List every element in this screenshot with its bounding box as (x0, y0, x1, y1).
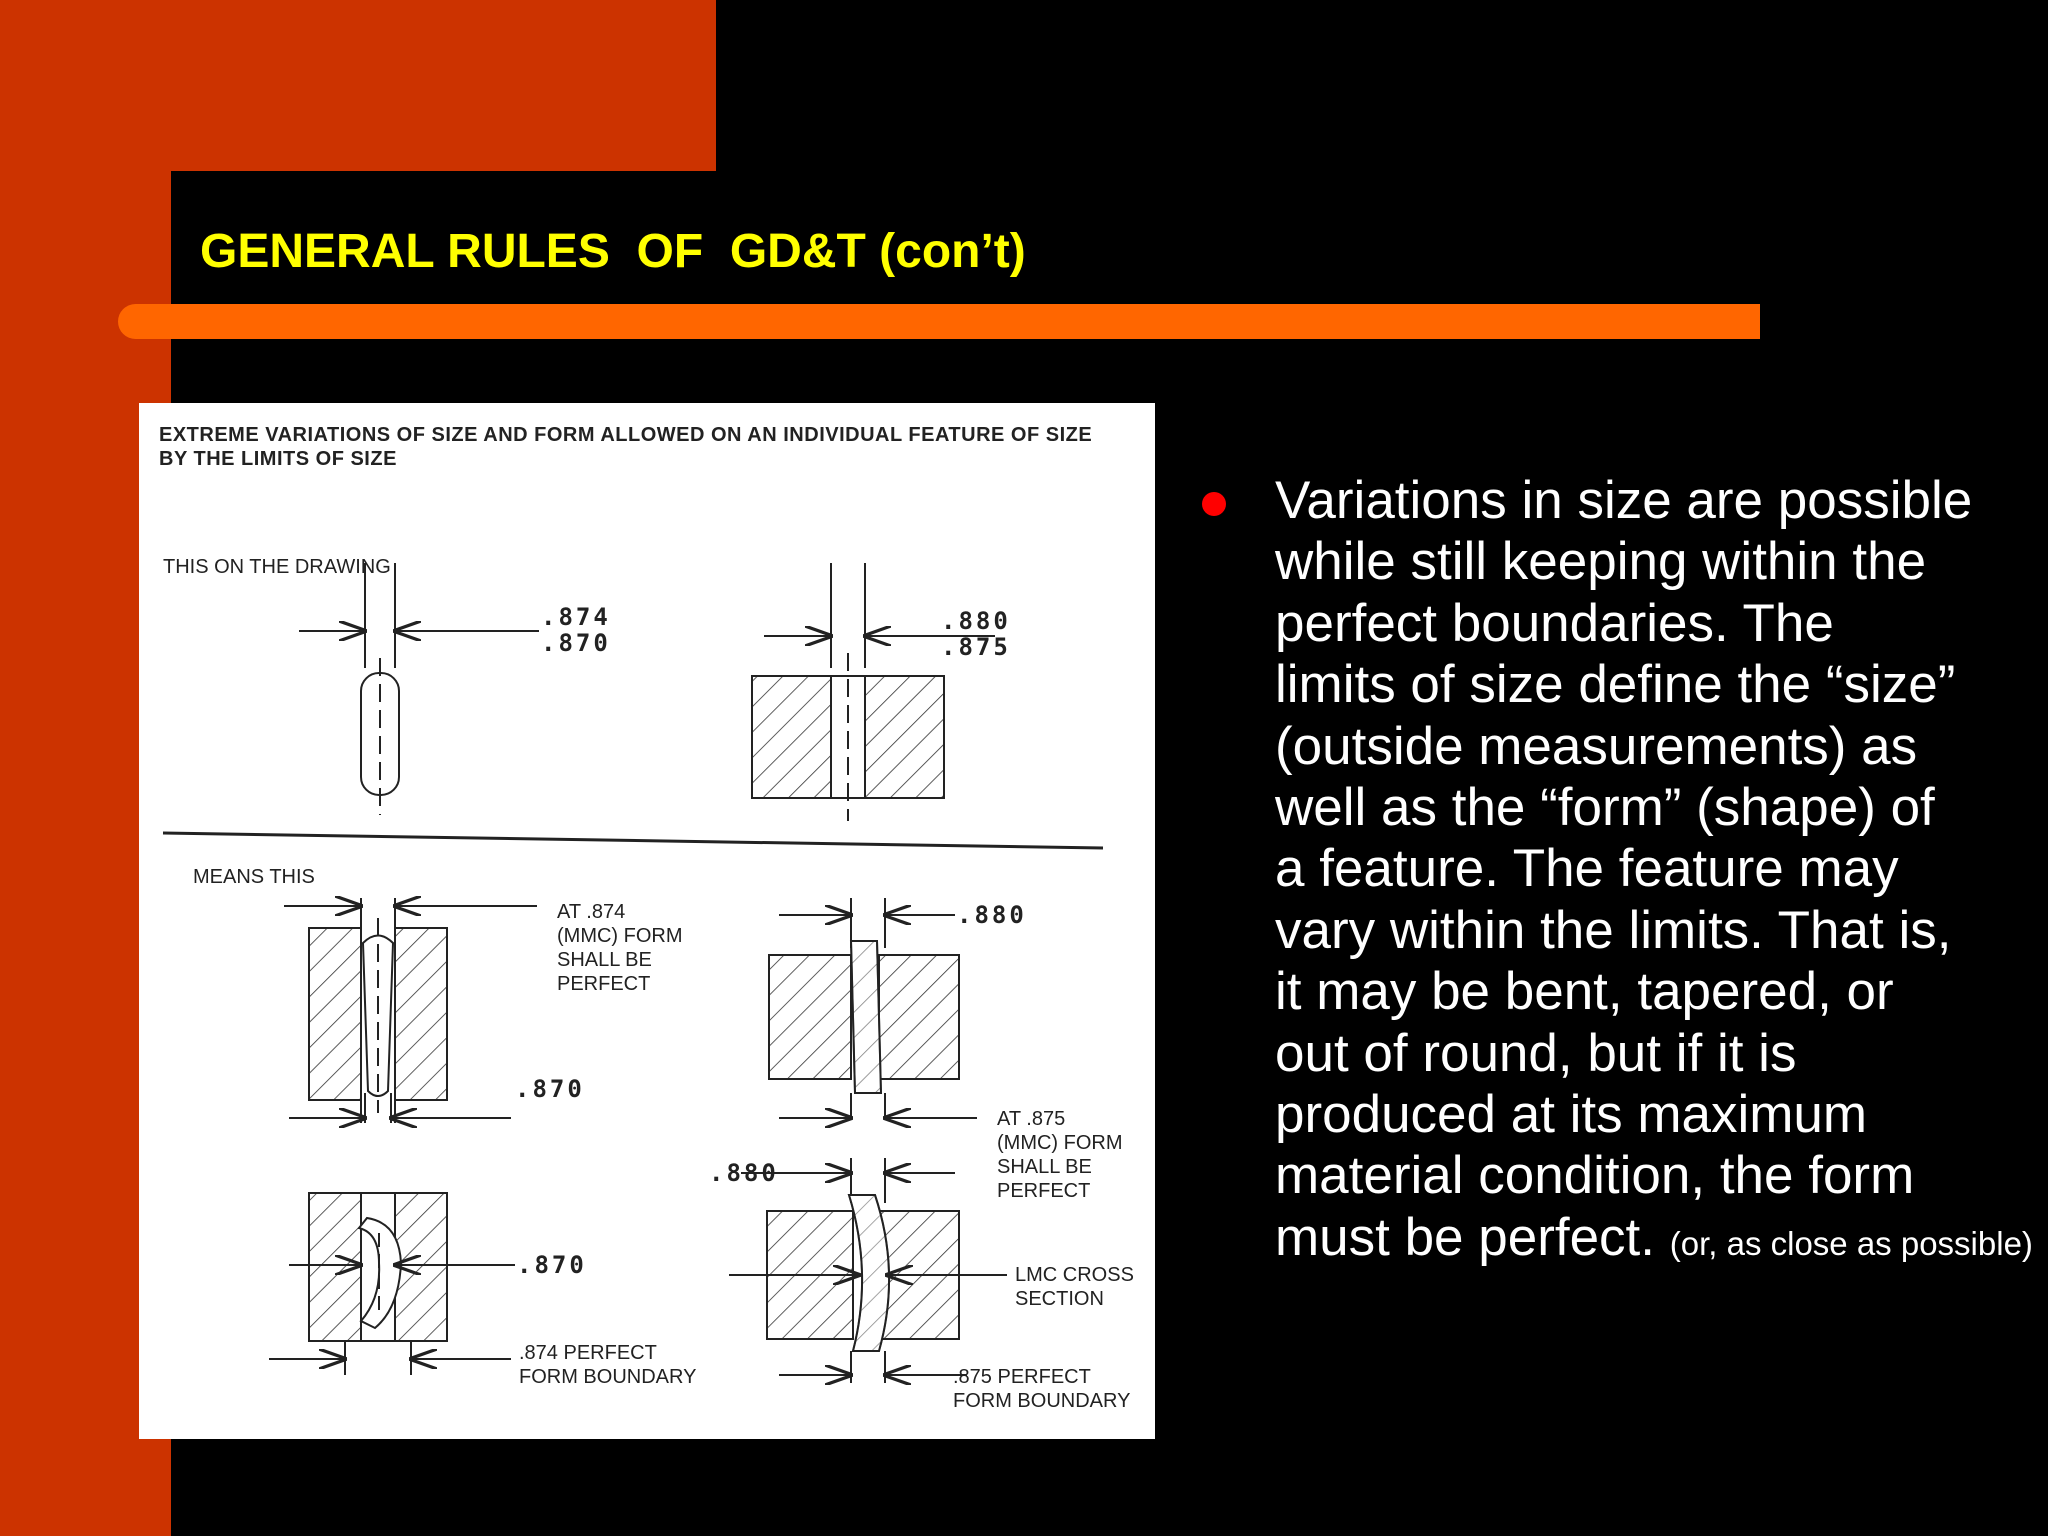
bullet-line: out of round, but if it is (1275, 1023, 1797, 1083)
bullet-line: well as the “form” (shape) of (1275, 778, 1935, 838)
bullet-line: must be perfect. (1275, 1207, 1656, 1267)
pin-upper-limit: .874 (541, 603, 611, 631)
hole-mmc-note-line4: PERFECT (997, 1180, 1091, 1202)
tapered-pin-drawing (284, 898, 537, 1123)
hole-mmc-note-line1: AT .875 (997, 1108, 1066, 1130)
pin-drawing (299, 563, 539, 815)
bullet-line: perfect boundaries. The (1275, 593, 1834, 653)
bent-pin-drawing (269, 1193, 515, 1375)
means-label: MEANS THIS (193, 866, 315, 888)
pin-mmc-note-line3: SHALL BE (557, 949, 652, 971)
hole-max-dim: .880 (957, 901, 1027, 929)
lmc-note-line1: LMC CROSS (1015, 1264, 1134, 1286)
figure-divider (163, 833, 1103, 848)
lmc-note-line2: SECTION (1015, 1288, 1104, 1310)
hole-lower-limit: .875 (941, 633, 1011, 661)
bullet-note: (or, as close as possible) (1669, 1224, 2033, 1262)
bullet-line: it may be bent, tapered, or (1275, 962, 1894, 1022)
hole-drawing (752, 563, 995, 821)
bullet-line: vary within the limits. That is, (1275, 900, 1952, 960)
bullet-text (1275, 470, 2045, 1268)
pin-boundary-line1: .874 PERFECT (519, 1342, 657, 1364)
lmc-hole-drawing (729, 1158, 1007, 1383)
title-underline-bar (118, 304, 1760, 339)
bullet-line: a feature. The feature may (1275, 839, 1899, 899)
bullet-dot (1202, 492, 1226, 516)
pin-lower-limit: .870 (541, 629, 611, 657)
figure-header-line1: EXTREME VARIATIONS OF SIZE AND FORM ALLOWED ON AN INDIVIDUAL FEATURE OF SIZE (159, 424, 1093, 446)
drawing-label: THIS ON THE DRAWING (163, 556, 391, 578)
hole-max-dim-2: .880 (709, 1159, 779, 1187)
gdt-figure (139, 403, 1155, 1439)
pin-mmc-note-line4: PERFECT (557, 973, 651, 995)
bullet-line: produced at its maximum (1275, 1085, 1868, 1145)
pin-min-dim-2: .870 (517, 1251, 587, 1279)
hole-boundary-line1: .875 PERFECT (953, 1366, 1091, 1388)
hole-boundary-line2: FORM BOUNDARY (953, 1390, 1131, 1412)
figure-header-line2: BY THE LIMITS OF SIZE (159, 448, 397, 470)
gdt-drawing (139, 403, 1155, 1439)
bullet-line: while still keeping within the (1275, 532, 1927, 592)
bullet-line: limits of size define the “size” (1275, 655, 1956, 715)
pin-boundary-line2: FORM BOUNDARY (519, 1366, 697, 1388)
hole-upper-limit: .880 (941, 607, 1011, 635)
pin-min-dim: .870 (515, 1075, 585, 1103)
hole-mmc-note-line2: (MMC) FORM (997, 1132, 1123, 1154)
bullet-line: material condition, the form (1275, 1146, 1915, 1206)
pin-mmc-note-line1: AT .874 (557, 901, 626, 923)
tilted-hole-drawing (769, 898, 977, 1118)
bullet-line: (outside measurements) as (1275, 716, 1918, 776)
hole-mmc-note-line3: SHALL BE (997, 1156, 1092, 1178)
bullet-line: Variations in size are possible (1275, 471, 1973, 530)
pin-mmc-note-line2: (MMC) FORM (557, 925, 683, 947)
slide-title: GENERAL RULES OF GD&T (con’t) (200, 225, 1026, 278)
red-top-band (0, 0, 716, 171)
